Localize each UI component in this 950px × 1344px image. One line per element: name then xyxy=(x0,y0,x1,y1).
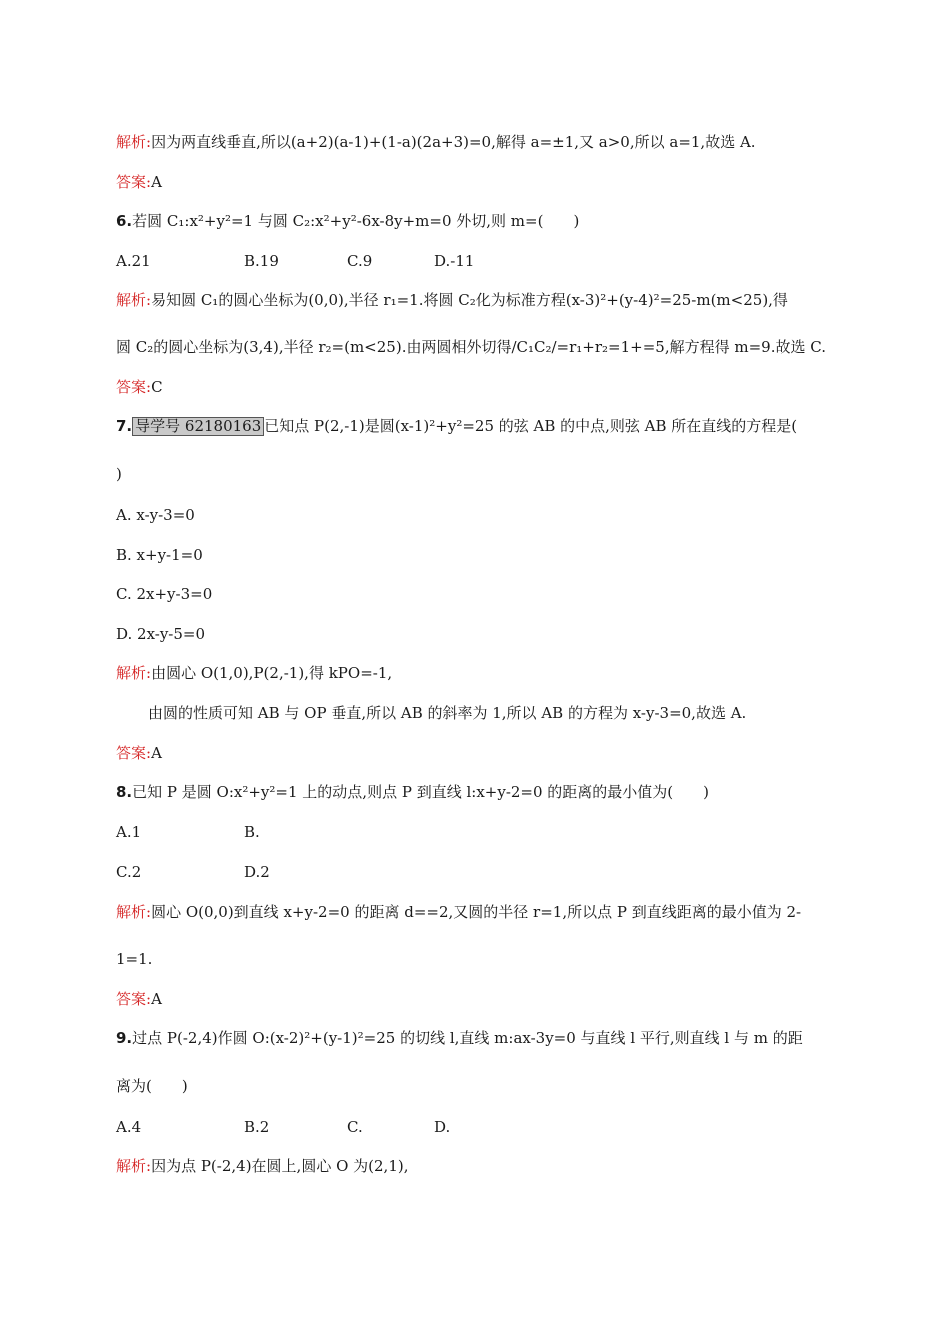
option-a: A.21 xyxy=(116,252,151,270)
q9-options xyxy=(116,1117,450,1137)
analysis-text: 由圆心 O(1,0),P(2,-1),得 kPO=-1, xyxy=(151,664,393,682)
q8-options-row-1 xyxy=(116,822,260,842)
answer-text: A xyxy=(151,990,162,1008)
q7-option-d: D. 2x-y-5=0 xyxy=(116,625,206,643)
analysis-text: 易知圆 C₁的圆心坐标为(0,0),半径 r₁=1.将圆 C₂化为标准方程(x-3)²+(y-4)²=25-m(m<25),得 xyxy=(151,291,788,309)
analysis-label: 解析: xyxy=(116,664,152,682)
analysis-text: 圆心 O(0,0)到直线 x+y-2=0 的距离 d==2,又圆的半径 r=1,所以点 P 到直线距离的最小值为 2- xyxy=(151,903,802,921)
q7-option-a: A. x-y-3=0 xyxy=(116,506,195,524)
analysis-text: 因为两直线垂直,所以(a+2)(a-1)+(1-a)(2a+3)=0,解得 a=±1,又 a>0,所以 a=1,故选 A. xyxy=(151,133,756,151)
q6-analysis-1 xyxy=(116,290,788,310)
question-text: 已知 P 是圆 O:x²+y²=1 上的动点,则点 P 到直线 l:x+y-2=0 的距离的最小值为( ) xyxy=(132,783,710,801)
q6-stem xyxy=(116,211,579,231)
answer-label: 答案: xyxy=(116,173,152,191)
option-d: D.2 xyxy=(244,863,270,881)
option-a: A.1 xyxy=(116,823,142,841)
analysis-text: 因为点 P(-2,4)在圆上,圆心 O 为(2,1), xyxy=(151,1157,409,1175)
analysis-label: 解析: xyxy=(116,1157,152,1175)
analysis-text: 圆 C₂的圆心坐标为(3,4),半径 r₂=(m<25).由两圆相外切得/C₁C₂/=r₁+r₂=1+=5,解方程得 m=9.故选 C. xyxy=(116,338,826,356)
q6-analysis-2 xyxy=(116,337,826,357)
answer-label: 答案: xyxy=(116,378,152,396)
answer-text: A xyxy=(151,744,162,762)
q7-option-b: B. x+y-1=0 xyxy=(116,546,203,564)
option-b: B. xyxy=(244,823,260,841)
q7-stem-end xyxy=(116,464,122,484)
q7-stem xyxy=(116,416,797,436)
question-text: 过点 P(-2,4)作圆 O:(x-2)²+(y-1)²=25 的切线 l,直线 m:ax-3y=0 与直线 l 平行,则直线 l 与 m 的距 xyxy=(132,1029,803,1047)
question-number: 7. xyxy=(116,417,133,435)
option-a: A.4 xyxy=(116,1118,142,1136)
analysis-text: 1=1. xyxy=(116,950,153,968)
answer-label: 答案: xyxy=(116,744,152,762)
option-d: D.-11 xyxy=(434,252,475,270)
question-number: 9. xyxy=(116,1029,133,1047)
q8-analysis-1 xyxy=(116,902,801,922)
option-b: B.19 xyxy=(244,252,279,270)
question-number: 8. xyxy=(116,783,133,801)
q7-analysis-2 xyxy=(148,703,746,723)
q7-option-c: C. 2x+y-3=0 xyxy=(116,585,213,603)
option-b: B.2 xyxy=(244,1118,270,1136)
question-text: 已知点 P(2,-1)是圆(x-1)²+y²=25 的弦 AB 的中点,则弦 AB 所在直线的方程是( xyxy=(264,417,798,435)
analysis-label: 解析: xyxy=(116,133,152,151)
analysis-label: 解析: xyxy=(116,291,152,309)
option-c: C.2 xyxy=(116,863,142,881)
q9-stem-2 xyxy=(116,1076,188,1096)
q8-stem xyxy=(116,782,709,802)
q9-analysis-1 xyxy=(116,1156,408,1176)
answer-text: A xyxy=(151,173,162,191)
guide-number-badge[interactable]: 导学号 62180163 xyxy=(132,417,264,436)
q7-analysis-1 xyxy=(116,663,392,683)
q8-options-row-2 xyxy=(116,862,270,882)
q8-analysis-2 xyxy=(116,949,152,969)
q6-options xyxy=(116,251,474,271)
question-text: 离为( ) xyxy=(116,1077,188,1095)
q8-answer xyxy=(116,989,162,1009)
q9-stem-1 xyxy=(116,1028,803,1048)
question-text: 若圆 C₁:x²+y²=1 与圆 C₂:x²+y²-6x-8y+m=0 外切,则 m=( ) xyxy=(132,212,580,230)
option-c: C.9 xyxy=(347,252,373,270)
question-text: ) xyxy=(116,465,122,483)
answer-text: C xyxy=(151,378,163,396)
q5-answer xyxy=(116,172,162,192)
q7-answer xyxy=(116,743,162,763)
option-d: D. xyxy=(434,1118,451,1136)
q6-answer xyxy=(116,377,163,397)
q5-analysis xyxy=(116,132,756,152)
question-number: 6. xyxy=(116,212,133,230)
answer-label: 答案: xyxy=(116,990,152,1008)
analysis-text: 由圆的性质可知 AB 与 OP 垂直,所以 AB 的斜率为 1,所以 AB 的方程为 x-y-3=0,故选 A. xyxy=(148,704,747,722)
analysis-label: 解析: xyxy=(116,903,152,921)
option-c: C. xyxy=(347,1118,363,1136)
